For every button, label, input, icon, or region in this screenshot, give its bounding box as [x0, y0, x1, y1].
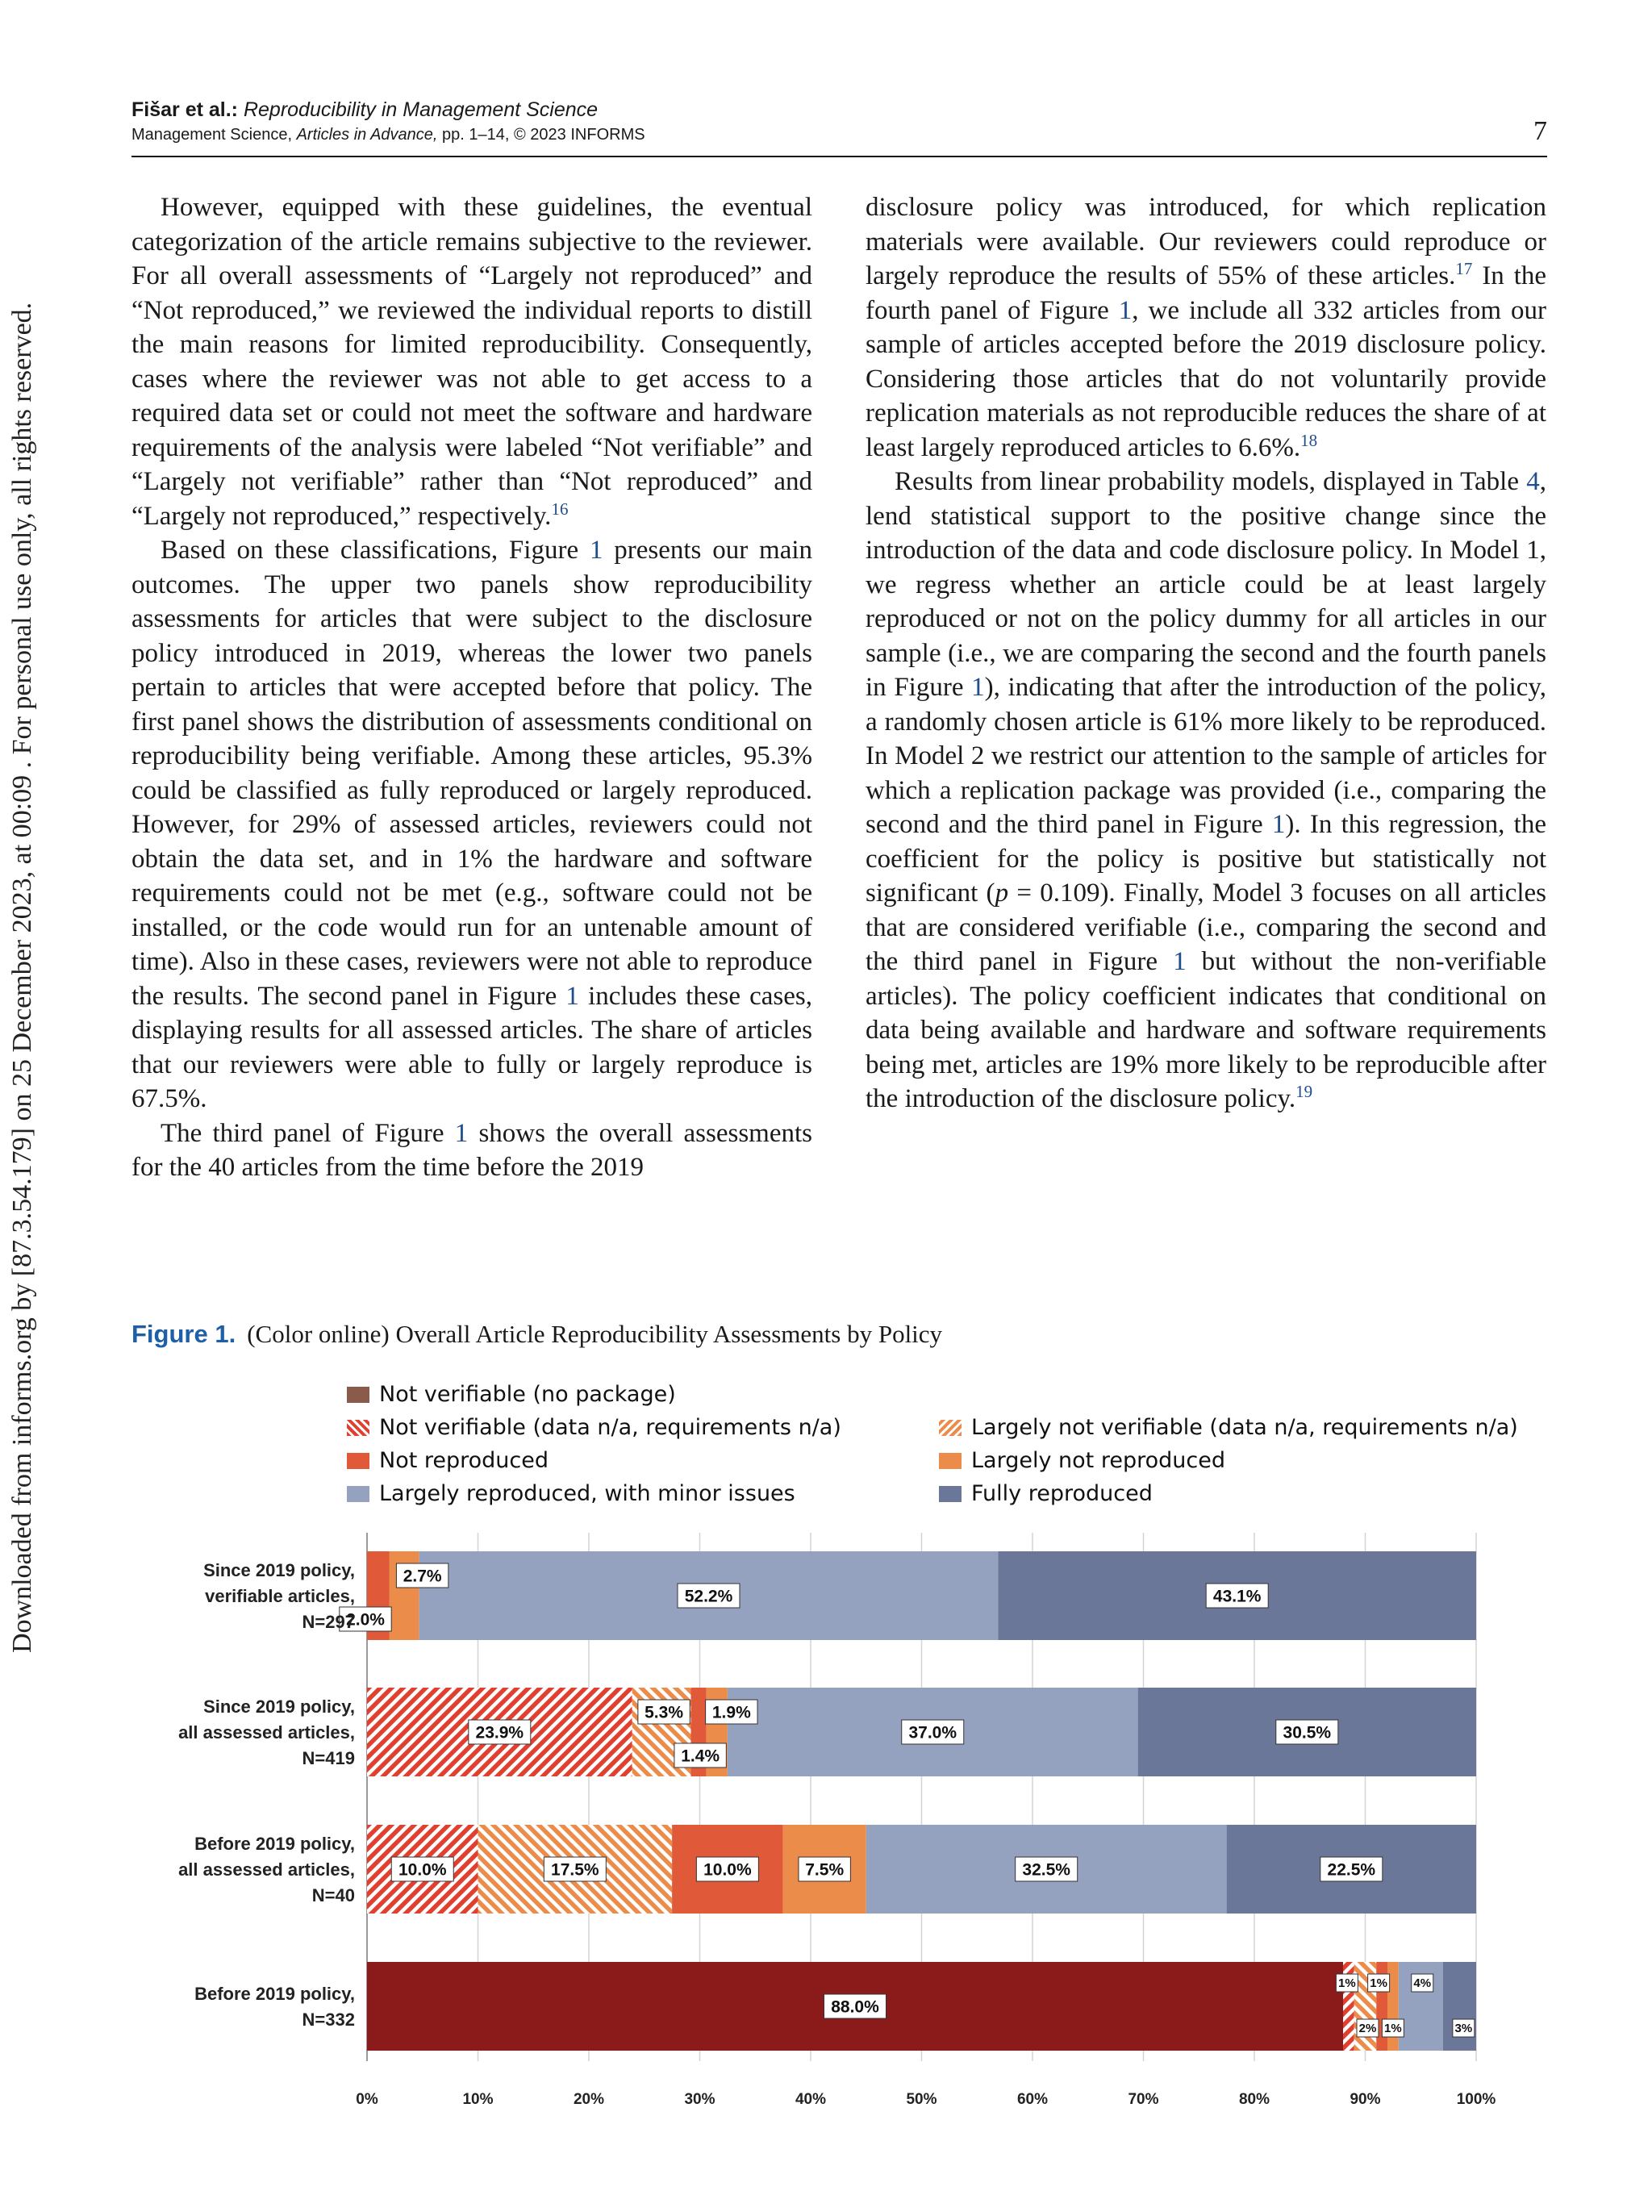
x-tick-label: 20% — [573, 2091, 605, 2108]
category-label: N=332 — [302, 2010, 355, 2030]
table-link[interactable]: 4 — [1526, 467, 1540, 496]
category-label: Since 2019 policy, — [203, 1697, 355, 1717]
legend-label: Largely not reproduced — [971, 1448, 1225, 1473]
legend-label: Largely not verifiable (data n/a, requirements n/a) — [971, 1415, 1518, 1440]
footnote-ref[interactable]: 19 — [1295, 1082, 1313, 1101]
category-label: N=419 — [302, 1748, 355, 1768]
data-label: 37.0% — [908, 1723, 957, 1742]
category-label: Before 2019 policy, — [194, 1984, 355, 2004]
x-tick-label: 70% — [1128, 2091, 1159, 2108]
text: , we include all 332 articles from our sample of articles accepted before the 2019 disclosure policy. Considering those articles that do not voluntarily provide replication materials as not reproducible reduces the share of at least largely reproduced articles to 6.6%. — [866, 295, 1546, 462]
data-label: 10.0% — [703, 1860, 752, 1880]
data-label: 4% — [1413, 1976, 1432, 1990]
data-label: 2.0% — [346, 1610, 385, 1630]
x-tick-label: 60% — [1016, 2091, 1049, 2108]
text: Based on these classifications, Figure — [161, 536, 579, 565]
data-label: 30.5% — [1283, 1723, 1332, 1742]
data-label: 1% — [1370, 1976, 1387, 1990]
x-tick-label: 90% — [1350, 2091, 1381, 2108]
data-label: 17.5% — [551, 1860, 599, 1880]
text: Results from linear probability models, displayed in Table — [895, 467, 1519, 496]
data-label: 3% — [1454, 2022, 1473, 2035]
x-tick-label: 50% — [906, 2091, 937, 2108]
figure-caption-text: (Color online) Overall Article Reproducibility Assessments by Policy — [247, 1320, 943, 1348]
legend-label: Not verifiable (no package) — [379, 1382, 676, 1407]
category-label: all assessed articles, — [178, 1722, 355, 1742]
category-label: Since 2019 policy, — [203, 1560, 355, 1580]
download-notice: Downloaded from informs.org by [87.3.54.179] on 25 December 2023, at 00:09 . For personal use only, all rights reserved. — [7, 302, 37, 1653]
text: but without the non-verifiable articles). The policy coefficient indicates that conditional on data being available and hardware and software requirements being met, articles are 19% more likely to be reproducible after the introduction of the disclosure policy. — [866, 947, 1547, 1113]
x-tick-label: 10% — [462, 2091, 494, 2108]
data-label: 10.0% — [398, 1860, 447, 1880]
legend-label: Not reproduced — [379, 1448, 549, 1473]
footnote-ref[interactable]: 17 — [1455, 259, 1473, 278]
figure-link[interactable]: 1 — [1173, 947, 1187, 976]
text: = 0.109). Finally, Model 3 focuses on all articles that are considered verifiable (i.e., comparing the second and the third panel in Figure — [866, 879, 1546, 976]
legend-label: Largely reproduced, with minor issues — [379, 1481, 795, 1506]
text: ), indicating that after the introduction of the policy, a randomly chosen article is 61% more likely to be reproduced. In Model 2 we restrict our attention to the sample of articles for which a replication package was provided (i.e., comparing the second and the third panel in Figure — [866, 673, 1547, 839]
category-label: verifiable articles, — [205, 1586, 355, 1606]
data-label: 1% — [1338, 1976, 1356, 1990]
data-label: 52.2% — [684, 1587, 733, 1606]
data-label: 1.4% — [681, 1747, 720, 1766]
text: includes these cases, displaying results for all assessed articles. The share of articles that our reviewers were able to fully or largely reproduce is 67.5%. — [131, 981, 813, 1113]
figure-link[interactable]: 1 — [971, 673, 985, 702]
header-authors: Fišar et al.: — [131, 98, 238, 121]
header-journal: Management Science, — [131, 126, 293, 144]
figure-link[interactable]: 1 — [589, 536, 603, 565]
x-tick-label: 30% — [684, 2091, 715, 2108]
x-tick-label: 100% — [1456, 2091, 1496, 2108]
data-label: 1% — [1384, 2022, 1402, 2035]
footnote-ref[interactable]: 16 — [551, 499, 569, 519]
header-pages: pp. 1–14, © 2023 INFORMS — [442, 126, 645, 144]
figure-link[interactable]: 1 — [454, 1118, 469, 1148]
figure-label: Figure 1. — [131, 1320, 236, 1348]
data-label: 2.7% — [403, 1567, 442, 1586]
text: However, equipped with these guidelines, the eventual categorization of the article remains subjective to the reviewer. For all overall assessments of “Largely not reproduced” and “Not reproduced,” we reviewed the individual reports to distill the main reasons for limited reproducibility. Consequently, cases where the reviewer was not able to get access to a required data set or could not meet the software and hardware requirements of the analysis were labeled “Not verifiable” and “Largely not verifiable” rather than “Not reproduced” and “Largely not reproduced,” respectively. — [131, 193, 812, 531]
header-journal-italic: Articles in Advance, — [296, 126, 438, 144]
legend-label: Not verifiable (data n/a, requirements n/a) — [379, 1415, 841, 1440]
text: presents our main outcomes. The upper two panels show reproducibility assessments for articles that were subject to the disclosure policy introduced in 2019, whereas the lower two panels pertain to articles that were accepted before that policy. The first panel shows the distribution of assessments conditional on reproducibility being verifiable. Among these articles, 95.3% could be classified as fully reproduced or largely reproduced. However, for 29% of assessed articles, reviewers could not obtain the data set, and in 1% the hardware and software requirements could not be met (e.g., software could not be installed, or the code would run for an untenable amount of time). Also in these cases, reviewers were not able to reproduce the results. The second panel in Figure — [131, 536, 813, 1011]
category-label: Before 2019 policy, — [194, 1834, 355, 1854]
data-label: 88.0% — [831, 1997, 879, 2017]
data-label: 2% — [1358, 2022, 1377, 2035]
figure-link[interactable]: 1 — [565, 981, 579, 1011]
category-label: N=297 — [302, 1612, 355, 1632]
x-tick-label: 80% — [1238, 2091, 1270, 2108]
text: , lend statistical support to the positive change since the introduction of the data and code disclosure policy. In Model 1, we regress whether an article could be at least largely reproduced or not on the policy dummy for all articles in our sample (i.e., we are comparing the second and the fourth panels in Figure — [866, 467, 1547, 702]
text: p — [995, 879, 1009, 908]
page-number: 7 — [1533, 116, 1547, 146]
data-label: 43.1% — [1212, 1587, 1262, 1606]
figure-link[interactable]: 1 — [1271, 810, 1286, 839]
text: In the fourth panel of Figure — [866, 261, 1547, 325]
category-label: N=40 — [311, 1885, 355, 1905]
figure-link[interactable]: 1 — [1118, 295, 1133, 325]
data-label: 7.5% — [805, 1860, 845, 1880]
header-title: Reproducibility in Management Science — [243, 98, 599, 121]
category-label: all assessed articles, — [178, 1859, 355, 1880]
data-label: 5.3% — [645, 1703, 683, 1722]
text: The third panel of Figure — [161, 1118, 444, 1148]
data-label: 1.9% — [711, 1703, 751, 1722]
data-label: 22.5% — [1327, 1860, 1376, 1880]
x-tick-label: 0% — [356, 2091, 378, 2108]
text: shows the overall assessments for the 40 articles from the time before the 2019 — [131, 1118, 812, 1182]
footnote-ref[interactable]: 18 — [1300, 430, 1318, 450]
text: disclosure policy was introduced, for which replication materials were available. Our reviewers could reproduce or largely reproduce the results of 55% of these articles. — [866, 193, 1546, 290]
data-label: 32.5% — [1022, 1860, 1070, 1880]
legend-label: Fully reproduced — [971, 1481, 1153, 1506]
x-tick-label: 40% — [795, 2091, 827, 2108]
data-label: 23.9% — [475, 1723, 524, 1742]
text: ). In this regression, the coefficient for the policy is positive but statistically not significant ( — [866, 810, 1546, 908]
